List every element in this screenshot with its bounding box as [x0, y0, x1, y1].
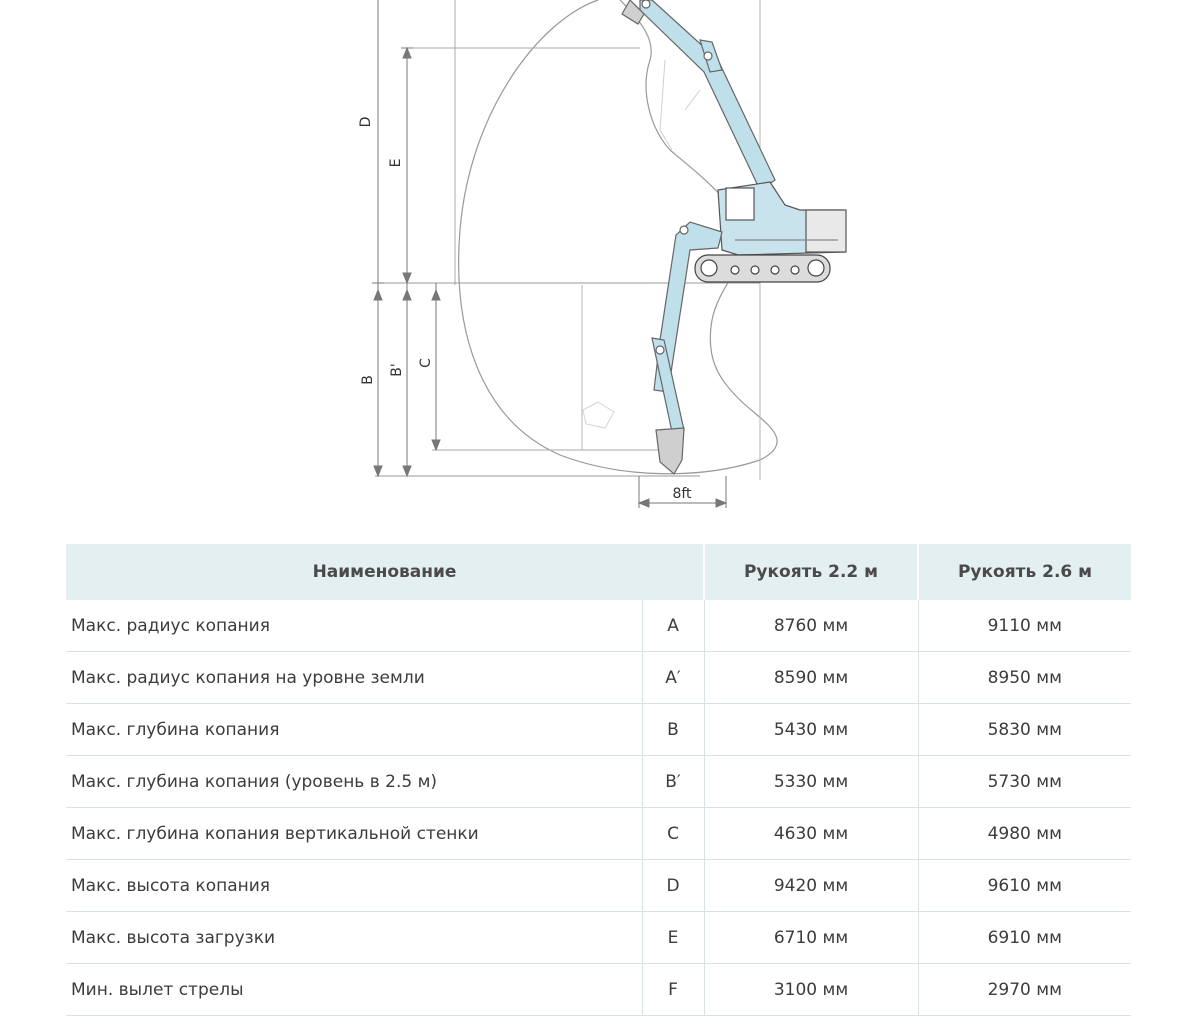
row-name: Макс. глубина копания (уровень в 2.5 м) [66, 756, 642, 808]
row-value-arm-2-2: 6710 мм [704, 912, 918, 964]
row-value-arm-2-6: 2970 мм [918, 964, 1131, 1016]
row-name: Макс. высота копания [66, 860, 642, 912]
row-name: Макс. радиус копания [66, 600, 642, 652]
row-value-arm-2-2: 4630 мм [704, 808, 918, 860]
row-code: A′ [642, 652, 704, 704]
row-name: Макс. глубина копания [66, 704, 642, 756]
table-row [66, 964, 1131, 1016]
row-value-arm-2-2: 9420 мм [704, 860, 918, 912]
table-row [66, 860, 1131, 912]
label-c: C [418, 358, 434, 368]
row-value-arm-2-2: 5430 мм [704, 704, 918, 756]
dimension-b-prime [403, 283, 411, 476]
header-name: Наименование [66, 544, 704, 600]
header-arm-2-6: Рукоять 2.6 м [918, 544, 1131, 600]
row-value-arm-2-2: 8760 мм [704, 600, 918, 652]
row-value-arm-2-6: 5830 мм [918, 704, 1131, 756]
table-row [66, 756, 1131, 808]
row-code: B′ [642, 756, 704, 808]
label-d: D [358, 116, 374, 128]
row-name: Макс. радиус копания на уровне земли [66, 652, 642, 704]
row-code: D [642, 860, 704, 912]
label-b-prime: B' [389, 363, 405, 377]
excavator-tracks [695, 255, 830, 282]
row-code: E [642, 912, 704, 964]
label-e: E [388, 158, 404, 168]
row-value-arm-2-2: 5330 мм [704, 756, 918, 808]
row-value-arm-2-6: 4980 мм [918, 808, 1131, 860]
ghost-arm-upper [660, 60, 700, 150]
table-row [66, 704, 1131, 756]
table-header-row [66, 544, 1131, 600]
row-value-arm-2-6: 9110 мм [918, 600, 1131, 652]
row-name: Макс. высота загрузки [66, 912, 642, 964]
header-arm-2-2: Рукоять 2.2 м [704, 544, 918, 600]
dimension-d [372, 0, 384, 283]
excavator-boom-raised [622, 0, 775, 190]
table-row [66, 912, 1131, 964]
row-value-arm-2-6: 9610 мм [918, 860, 1131, 912]
row-code: F [642, 964, 704, 1016]
table-row [66, 652, 1131, 704]
spec-table [66, 544, 1131, 1016]
row-value-arm-2-6: 6910 мм [918, 912, 1131, 964]
row-name: Макс. глубина копания вертикальной стенки [66, 808, 642, 860]
row-code: B [642, 704, 704, 756]
row-value-arm-2-2: 8590 мм [704, 652, 918, 704]
table-row [66, 600, 1131, 652]
label-width: 8ft [672, 486, 692, 502]
row-value-arm-2-6: 5730 мм [918, 756, 1131, 808]
excavator-body [718, 182, 846, 255]
row-value-arm-2-2: 3100 мм [704, 964, 918, 1016]
label-b: B [360, 375, 376, 385]
row-code: C [642, 808, 704, 860]
row-code: A [642, 600, 704, 652]
row-name: Мин. вылет стрелы [66, 964, 642, 1016]
table-row [66, 808, 1131, 860]
ghost-arm-lower [583, 402, 614, 428]
row-value-arm-2-6: 8950 мм [918, 652, 1131, 704]
